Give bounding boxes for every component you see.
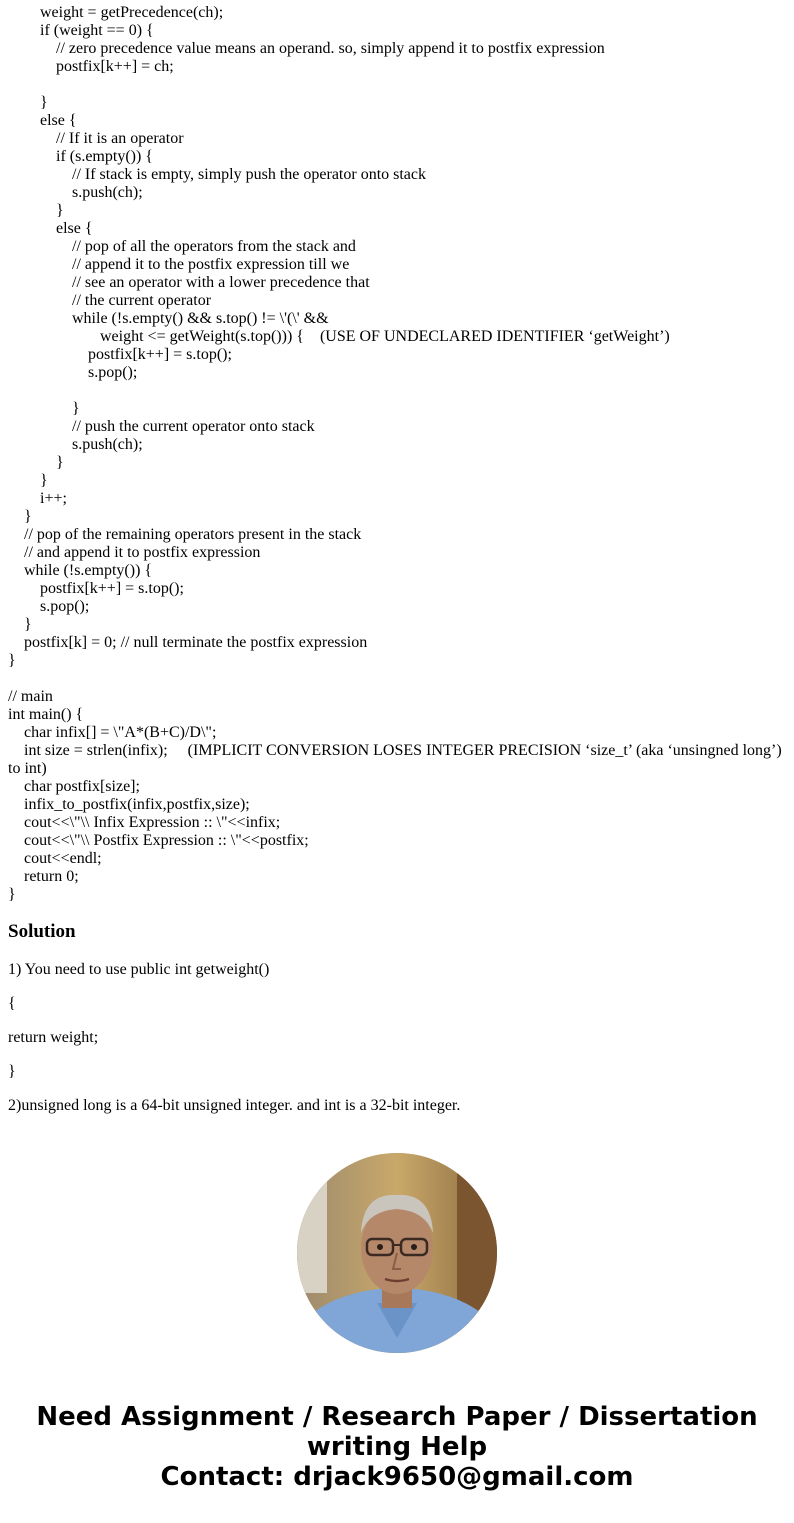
code-line: } — [8, 508, 32, 525]
code-line — [8, 76, 788, 94]
solution-section — [8, 920, 788, 1114]
code-line: postfix[k++] = s.top(); — [8, 580, 184, 597]
code-line: postfix[k] = 0; // null terminate the postfix expression — [8, 634, 368, 651]
code-line: weight = getPrecedence(ch); — [8, 4, 224, 21]
code-line: s.push(ch); — [8, 184, 143, 201]
code-line: else { — [8, 220, 93, 237]
code-line: // the current operator — [8, 292, 212, 309]
code-line — [8, 670, 788, 688]
code-line: // push the current operator onto stack — [8, 418, 315, 435]
code-line: while (!s.empty() && s.top() != \'(\' && — [8, 310, 329, 327]
code-line: else { — [8, 112, 77, 129]
code-block — [8, 4, 788, 904]
code-line: int size = strlen(infix); (IMPLICIT CONVERSION LOSES INTEGER PRECISION ‘size_t’ (aka ‘unsingned long’) — [8, 742, 782, 759]
code-line: } — [8, 454, 64, 471]
code-line: // If stack is empty, simply push the operator onto stack — [8, 166, 427, 183]
solution-paragraph: 2)unsigned long is a 64-bit unsigned integer. and int is a 32-bit integer. — [8, 1097, 461, 1114]
solution-paragraph: 1) You need to use public int getweight() — [8, 961, 270, 978]
code-line: } — [8, 616, 32, 633]
code-line: s.push(ch); — [8, 436, 143, 453]
code-line: char infix[] = \"A*(B+C)/D\"; — [8, 724, 217, 741]
code-line — [8, 382, 788, 400]
code-line: postfix[k++] = s.top(); — [8, 346, 232, 363]
code-line: cout<<\"\\ Postfix Expression :: \"<<postfix; — [8, 832, 309, 849]
code-line: s.pop(); — [8, 598, 90, 615]
code-line: // and append it to postfix expression — [8, 544, 261, 561]
author-avatar — [297, 1153, 497, 1353]
banner-line: Need Assignment / Research Paper / Dissertation — [36, 1402, 758, 1432]
code-line: } — [8, 886, 16, 903]
code-line: s.pop(); — [8, 364, 138, 381]
solution-paragraph: return weight; — [8, 1029, 99, 1046]
code-line: // see an operator with a lower precedence that — [8, 274, 370, 291]
code-line: } — [8, 652, 16, 669]
code-line: return 0; — [8, 868, 79, 885]
author-portrait — [297, 1153, 497, 1353]
code-line: int main() { — [8, 706, 84, 723]
code-line: postfix[k++] = ch; — [8, 58, 174, 75]
code-line: if (weight == 0) { — [8, 22, 154, 39]
solution-paragraph: { — [8, 995, 16, 1012]
solution-heading: Solution — [8, 921, 76, 942]
code-line: // append it to the postfix expression till we — [8, 256, 350, 273]
code-line: weight <= getWeight(s.top())) { (USE OF UNDECLARED IDENTIFIER ‘getWeight’) — [8, 328, 670, 345]
code-line: cout<<\"\\ Infix Expression :: \"<<infix; — [8, 814, 281, 831]
code-line: } — [8, 400, 80, 417]
code-line: cout<<endl; — [8, 850, 102, 867]
code-line: char postfix[size]; — [8, 778, 140, 795]
code-line: } — [8, 94, 48, 111]
code-line: } — [8, 472, 48, 489]
code-line: to int) — [8, 760, 47, 777]
code-line: // pop of the remaining operators present in the stack — [8, 526, 362, 543]
code-line: while (!s.empty()) { — [8, 562, 153, 579]
code-line: i++; — [8, 490, 67, 507]
solution-paragraph: } — [8, 1063, 16, 1080]
code-line: // pop of all the operators from the stack and — [8, 238, 356, 255]
code-line: if (s.empty()) { — [8, 148, 153, 165]
code-line: // If it is an operator — [8, 130, 184, 147]
code-line: infix_to_postfix(infix,postfix,size); — [8, 796, 250, 813]
code-line: } — [8, 202, 64, 219]
code-line: // zero precedence value means an operand. so, simply append it to postfix expression — [8, 40, 605, 57]
contact-email: Contact: drjack9650@gmail.com — [160, 1462, 634, 1492]
banner-line: writing Help — [306, 1432, 488, 1462]
code-line: // main — [8, 688, 53, 705]
help-banner — [0, 1402, 794, 1492]
